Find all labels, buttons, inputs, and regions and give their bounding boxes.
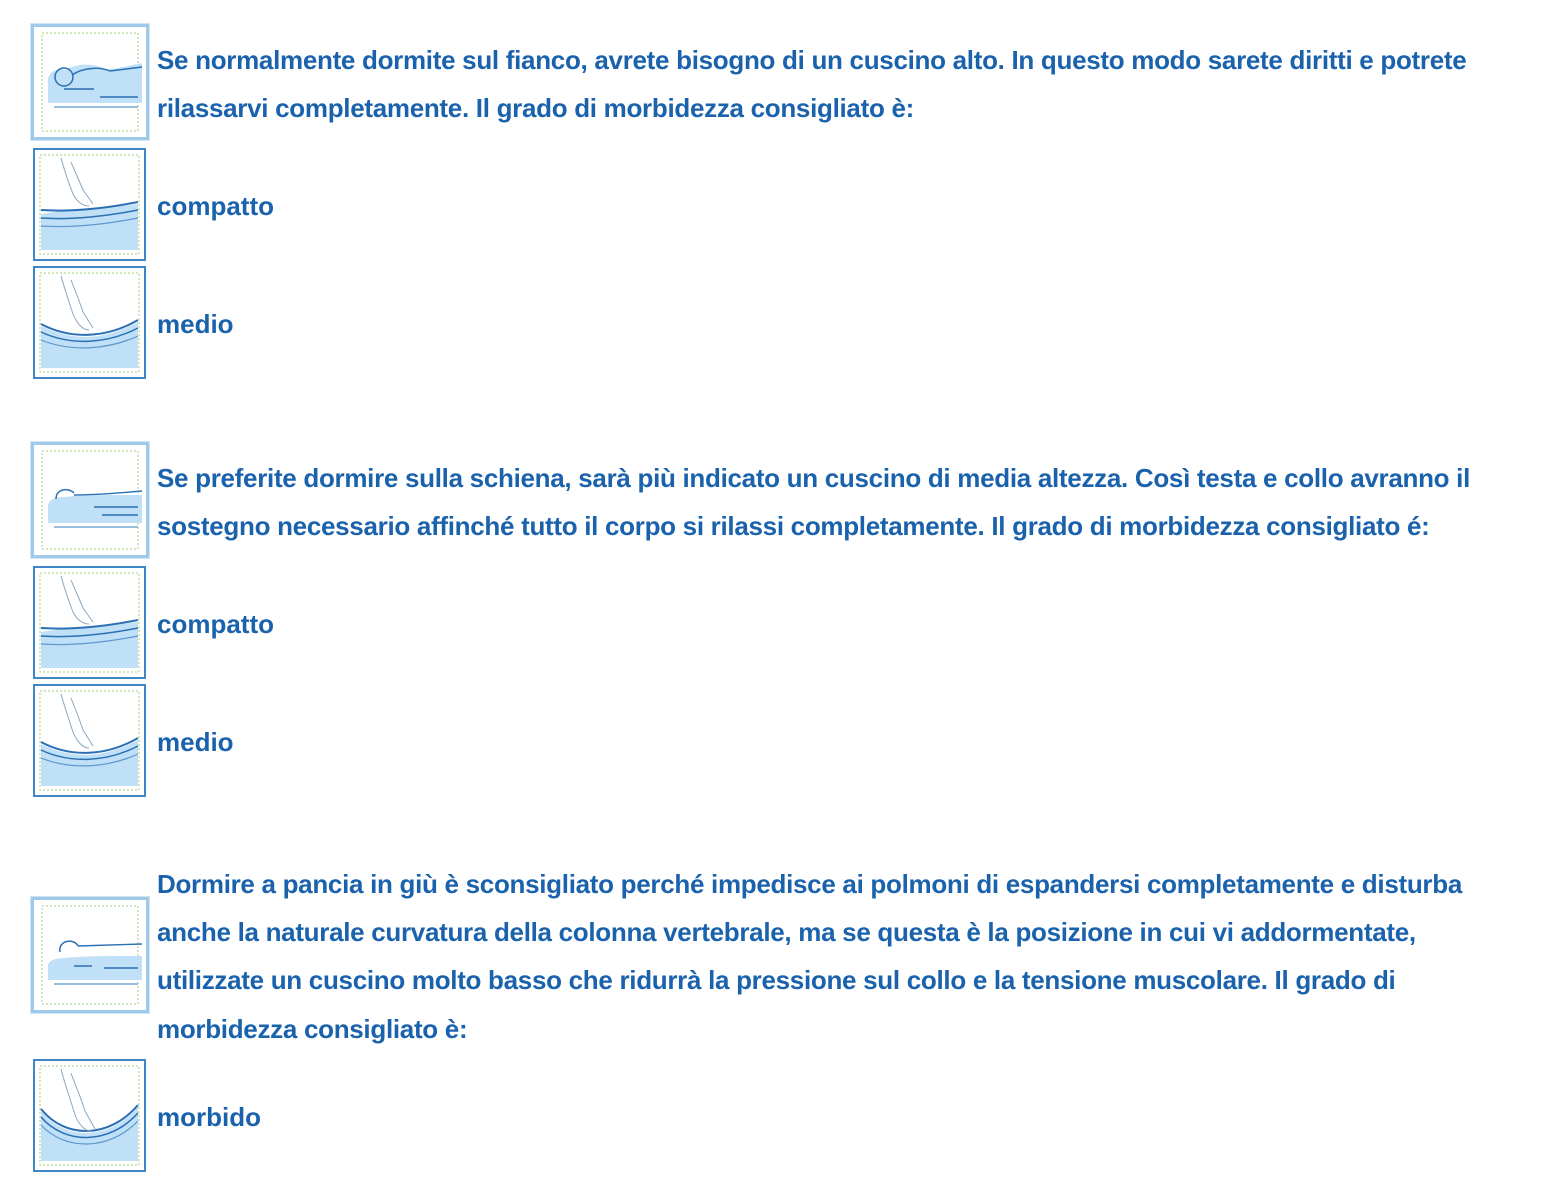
stomach-sleeper-icon (31, 897, 149, 1013)
section-3-line-4: morbidezza consigliato è: (157, 1014, 468, 1044)
section-3-line-2: anche la naturale curvatura della colonna vertebrale, ma se questa è la posizione in cui vi addormentate, (157, 917, 1416, 947)
firmness-label: medio (157, 309, 234, 339)
firmness-medium-icon (33, 266, 146, 379)
section-1-line-1: Se normalmente dormite sul fianco, avrete bisogno di un cuscino alto. In questo modo sarete diritti e potrete (157, 45, 1467, 75)
section-2-line-2: sostegno necessario affinché tutto il corpo si rilassi completamente. Il grado di morbidezza consigliato é: (157, 511, 1430, 541)
firmness-label: compatto (157, 609, 274, 639)
firmness-label: morbido (157, 1102, 261, 1132)
firmness-soft-icon (33, 1059, 146, 1172)
section-2-line-1: Se preferite dormire sulla schiena, sarà più indicato un cuscino di media altezza. Così testa e collo avranno il (157, 463, 1471, 493)
firmness-compact-icon (33, 566, 146, 679)
firmness-compact-icon (33, 148, 146, 261)
firmness-label: compatto (157, 191, 274, 221)
section-3-line-3: utilizzate un cuscino molto basso che ridurrà la pressione sul collo e la tensione muscolare. Il grado di (157, 965, 1396, 995)
back-sleeper-icon (31, 442, 149, 558)
firmness-medium-icon (33, 684, 146, 797)
side-sleeper-icon (31, 24, 149, 140)
firmness-label: medio (157, 727, 234, 757)
section-3-line-1: Dormire a pancia in giù è sconsigliato perché impedisce ai polmoni di espandersi completamente e disturba (157, 869, 1462, 899)
section-1-line-2: rilassarvi completamente. Il grado di morbidezza consigliato è: (157, 93, 914, 123)
